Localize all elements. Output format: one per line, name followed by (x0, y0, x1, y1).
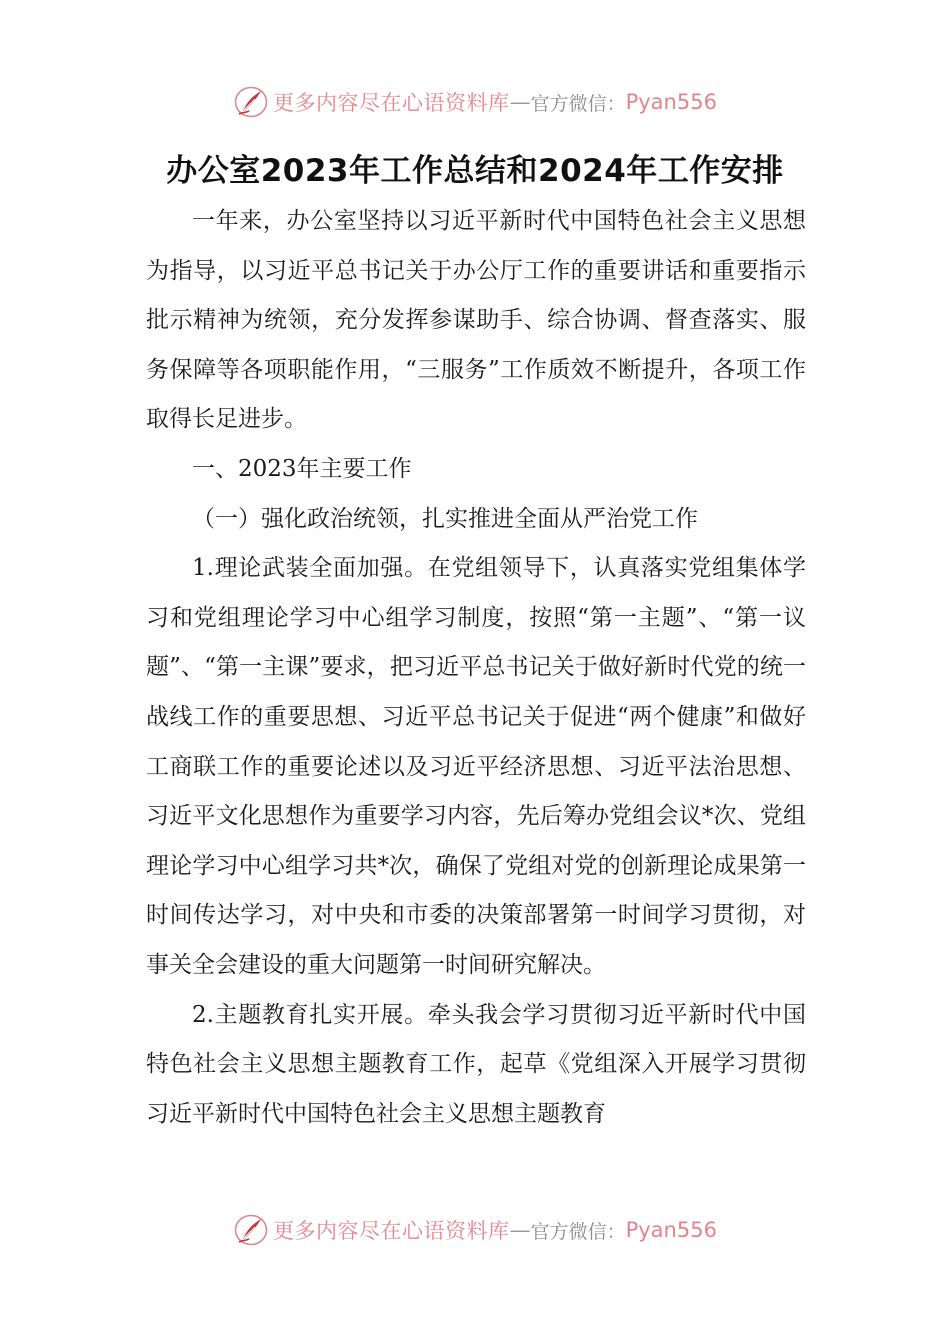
watermark-header (0, 84, 950, 120)
watermark-official-label: 官方微信： (530, 1220, 626, 1243)
section-heading: 一、2023年主要工作 (192, 455, 412, 482)
quill-logo-icon (233, 84, 269, 120)
body-paragraph-1: 1.理论武装全面加强。在党组领导下，认真落实党组集体学习和党组理论学习中心组学习制度，按照“第一主题”、“第一议题”、“第一主课”要求，把习近平总书记关于做好新时代党的统一战线工作的重要思想、习近平总书记关于促进“两个健康”和做好工商联工作的重要论述以及习近平经济思想、习近平法治思想、习近平文化思想作为重要学习内容，先后筹办党组会议*次、党组理论学习中心组学习共*次，确保了党组对党的创新理论成果第一时间传达学习，对中央和市委的决策部署第一时间学习贯彻，对事关全会建设的重大问题第一时间研究解决。 (146, 555, 806, 978)
watermark-footer (0, 1212, 950, 1248)
document-title: 办公室2023年工作总结和2024年工作安排 (166, 153, 784, 189)
subsection-heading: （一）强化政治统领，扎实推进全面从严治党工作 (192, 505, 698, 532)
watermark-main-text: 更多内容尽在心语资料库 (273, 1219, 510, 1243)
watermark-main-text: 更多内容尽在心语资料库 (273, 91, 510, 115)
watermark-official-label: 官方微信： (530, 92, 626, 115)
document-body (146, 197, 806, 1139)
watermark-dash: — (509, 1218, 531, 1242)
quill-logo-icon (233, 1212, 269, 1248)
intro-paragraph: 一年来，办公室坚持以习近平新时代中国特色社会主义思想为指导，以习近平总书记关于办公厅工作的重要讲话和重要指示批示精神为统领，充分发挥参谋助手、综合协调、督查落实、服务保障等各项职能作用，“三服务”工作质效不断提升，各项工作取得长足进步。 (146, 208, 806, 433)
watermark-dash: — (509, 90, 531, 114)
watermark-wechat-id: Pyan556 (625, 90, 717, 114)
body-paragraph-2: 2.主题教育扎实开展。牵头我会学习贯彻习近平新时代中国特色社会主义思想主题教育工作，起草《党组深入开展学习贯彻习近平新时代中国特色社会主义思想主题教育 (146, 1001, 806, 1127)
watermark-wechat-id: Pyan556 (625, 1218, 717, 1242)
